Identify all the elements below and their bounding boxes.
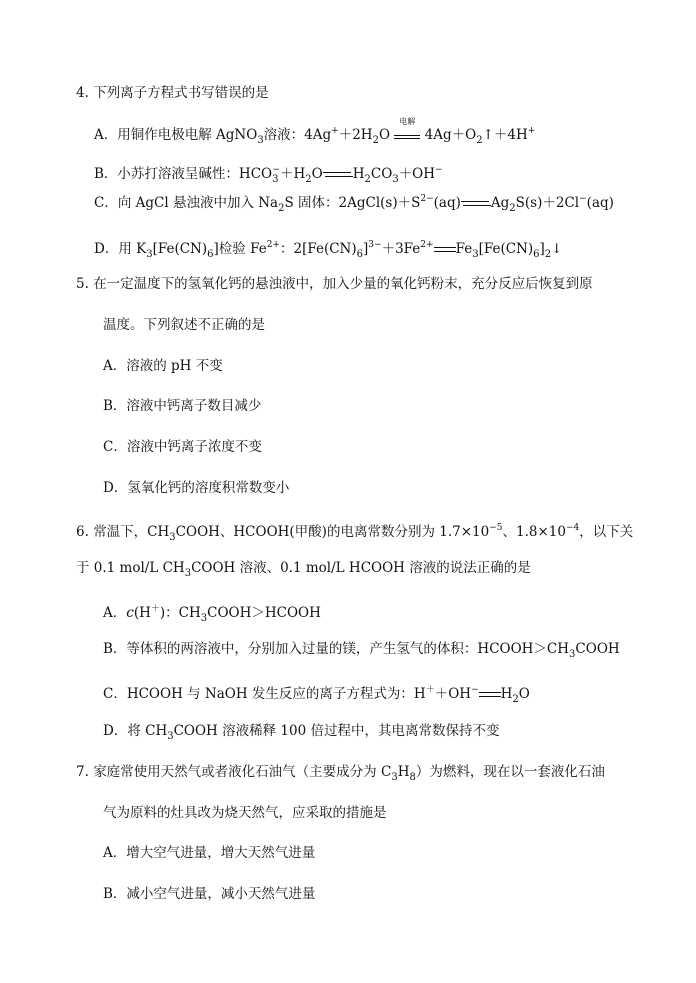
question-4-stem: 4. 下列离子方程式书写错误的是: [76, 85, 269, 101]
question-4-option-b: B．小苏打溶液呈碱性：$HCO_3^-+H_2O$ $H_2CO_3+OH^-$: [94, 165, 443, 185]
question-6-option-d: D．将 $CH_3COOH$ 溶液稀释 100 倍过程中，其电离常数保持不变: [103, 723, 500, 742]
question-7-stem: 7. 家庭常使用天然气或者液化石油气（主要成分为 $C_3H_8$）为燃料，现在以一套液化石油: [76, 764, 605, 783]
question-6-stem: 6. 常温下，$CH_3COOH$、HCOOH(甲酸)的电离常数分别为 $1.7\times 10^{-5}$、$1.8\times 10^{-4}$，以下关: [76, 523, 634, 543]
equilibrium-arrow: [323, 170, 353, 180]
question-6-option-b: B．等体积的两溶液中，分别加入过量的镁，产生氢气的体积：$HCOOH>CH_3COOH$: [103, 641, 620, 660]
question-5-option-c: C．溶液中钙离子浓度不变: [103, 439, 262, 455]
question-6-option-a: A．c(H＋)：$CH_3COOH>HCOOH$: [103, 604, 321, 624]
question-5-option-a: A．溶液的 pH 不变: [103, 358, 223, 374]
question-5-stem-cont: 温度。下列叙述不正确的是: [103, 317, 265, 333]
question-4-option-d: D．用 $K_3[Fe(CN)_6]$检验 $Fe^{2+}$：$2[Fe(CN)_6]^{3-}+3Fe^{2+}$ $Fe_3[Fe(CN)_6]_2↓$: [94, 240, 563, 260]
question-7-option-a: A．增大空气进量，增大天然气进量: [103, 845, 316, 861]
question-5-stem: 5. 在一定温度下的氢氧化钙的悬浊液中，加入少量的氧化钙粉末，充分反应后恢复到原: [76, 276, 593, 292]
question-7-option-b: B．减小空气进量，减小天然气进量: [103, 886, 316, 902]
question-6-stem-cont: 于 0.1 mol/L $CH_3COOH$ 溶液、0.1 mol/L HCOOH 溶液的说法正确的是: [76, 560, 531, 579]
question-4-option-c: C．向 AgCl 悬浊液中加入 $Na_2S$ 固体：$2AgCl(s)+S^{2-}(aq)$ $Ag_2S(s)+2Cl^-(aq)$: [94, 194, 614, 214]
question-6-option-c: C．HCOOH 与 NaOH 发生反应的离子方程式为：H＋＋OH− $H_2O$: [103, 685, 530, 705]
question-5-option-b: B．溶液中钙离子数目减少: [103, 398, 262, 414]
question-5-option-d: D．氢氧化钙的溶度积常数变小: [103, 480, 290, 496]
equilibrium-arrow: [461, 199, 491, 209]
electrolysis-arrow: 电解: [394, 128, 420, 139]
question-7-stem-cont: 气为原料的灶具改为烧天然气，应采取的措施是: [103, 805, 387, 821]
question-4-option-a: A．用铜作电极电解 AgNO$_3$溶液：$4Ag^++2H_2O$ 电解 $4Ag+O_2↑+4H^+$: [94, 117, 536, 146]
equals-arrow: [479, 691, 501, 699]
equals-arrow: [434, 246, 456, 254]
